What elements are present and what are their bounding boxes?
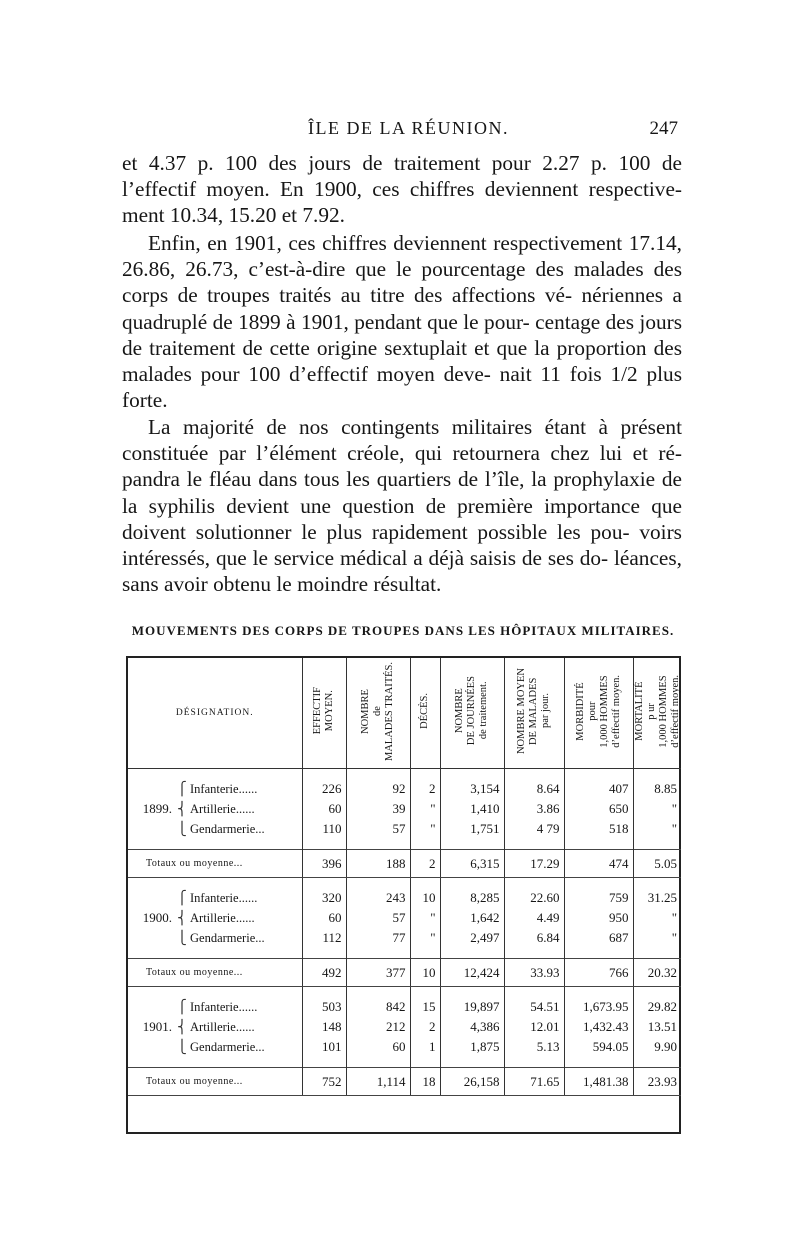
spacer-cell bbox=[128, 1057, 302, 1068]
spacer-cell bbox=[128, 987, 302, 998]
row-designation bbox=[128, 908, 302, 928]
column-header-label: MORBIDITÉ pour 1,000 HOMMES d’effectif moyen. bbox=[574, 674, 622, 748]
table-cell: 2,497 bbox=[440, 928, 504, 948]
column-header bbox=[302, 658, 346, 769]
spacer-cell bbox=[440, 948, 504, 959]
table-cell: 518 bbox=[564, 819, 633, 839]
table-cell: " bbox=[410, 799, 440, 819]
table-cell: 4 79 bbox=[504, 819, 564, 839]
total-cell: 23.93 bbox=[633, 1068, 681, 1096]
total-label: Totaux ou moyenne... bbox=[128, 959, 302, 987]
text-line: voirs intéressés, que le service médical a déjà saisis de ses do- bbox=[122, 519, 682, 571]
table-cell: 112 bbox=[302, 928, 346, 948]
column-header-label: DÉCÈS. bbox=[419, 693, 430, 729]
table-cell: 3,154 bbox=[440, 779, 504, 799]
year-label: 1901. bbox=[142, 1019, 172, 1034]
running-title: ÎLE DE LA RÉUNION. bbox=[308, 118, 509, 138]
column-header bbox=[440, 658, 504, 769]
table-cell: 8.64 bbox=[504, 779, 564, 799]
table-cell: 950 bbox=[564, 908, 633, 928]
text-line: 17.14, 26.86, 26.73, c’est-à-dire que le pourcentage des bbox=[122, 231, 682, 282]
table-cell: 3.86 bbox=[504, 799, 564, 819]
paragraph-2 bbox=[122, 230, 682, 413]
total-cell: 18 bbox=[410, 1068, 440, 1096]
spacer-cell bbox=[410, 878, 440, 889]
year-label: 1899. bbox=[142, 801, 172, 816]
text-line: nériennes a quadruplé de 1899 à 1901, pendant que le pour- bbox=[122, 283, 682, 334]
spacer-cell bbox=[564, 878, 633, 889]
total-cell: 17.29 bbox=[504, 850, 564, 878]
spacer-cell bbox=[128, 839, 302, 850]
spacer-cell bbox=[564, 948, 633, 959]
column-header-label: NOMBRE DE JOURNÉES de traitement. bbox=[454, 676, 489, 746]
total-cell: 766 bbox=[564, 959, 633, 987]
table-cell: 5.13 bbox=[504, 1037, 564, 1057]
spacer-cell bbox=[440, 769, 504, 780]
brace-mark: ⎨ bbox=[177, 910, 187, 925]
column-header bbox=[346, 658, 410, 769]
table-cell: 77 bbox=[346, 928, 410, 948]
spacer-cell bbox=[410, 769, 440, 780]
text-line: malades des corps de troupes traités au titre des affections vé- bbox=[122, 257, 683, 308]
total-cell: 474 bbox=[564, 850, 633, 878]
spacer-cell bbox=[346, 769, 410, 780]
brace-mark: ⎧ bbox=[177, 890, 187, 905]
year-label: 1900. bbox=[142, 910, 172, 925]
corps-name: Infanterie...... bbox=[190, 782, 258, 796]
spacer-cell bbox=[633, 948, 681, 959]
text-line: Enfin, en 1901, ces chiffres deviennent respectivement bbox=[148, 231, 623, 255]
table-cell: 13.51 bbox=[633, 1017, 681, 1037]
text-line: nait 11 fois 1/2 plus forte. bbox=[122, 362, 682, 413]
table-cell: 1,432.43 bbox=[564, 1017, 633, 1037]
spacer-cell bbox=[633, 878, 681, 889]
total-cell: 377 bbox=[346, 959, 410, 987]
table-cell: 101 bbox=[302, 1037, 346, 1057]
row-designation bbox=[128, 1017, 302, 1037]
table-cell: 594.05 bbox=[564, 1037, 633, 1057]
table-cell: " bbox=[633, 908, 681, 928]
table-row bbox=[128, 888, 681, 908]
spacer-cell bbox=[504, 948, 564, 959]
spacer-cell bbox=[346, 1057, 410, 1068]
spacer-cell bbox=[128, 769, 302, 780]
corps-name: Artillerie...... bbox=[190, 911, 255, 925]
table-cell: 4.49 bbox=[504, 908, 564, 928]
total-cell: 12,424 bbox=[440, 959, 504, 987]
table-cell: 503 bbox=[302, 997, 346, 1017]
corps-name: Infanterie...... bbox=[190, 1000, 258, 1014]
spacer-cell bbox=[346, 987, 410, 998]
spacer-cell bbox=[302, 769, 346, 780]
table-cell: 1,410 bbox=[440, 799, 504, 819]
column-header-label: NOMBRE de MALADES TRAITÉS. bbox=[360, 661, 395, 761]
table-cell: 6.84 bbox=[504, 928, 564, 948]
total-cell: 396 bbox=[302, 850, 346, 878]
spacer-cell bbox=[504, 1057, 564, 1068]
column-header bbox=[504, 658, 564, 769]
total-label: Totaux ou moyenne... bbox=[128, 850, 302, 878]
corps-name: Gendarmerie... bbox=[190, 822, 265, 836]
spacer-row bbox=[128, 1057, 681, 1068]
brace-mark: ⎧ bbox=[177, 781, 187, 796]
table-cell: 60 bbox=[302, 799, 346, 819]
row-designation bbox=[128, 997, 302, 1017]
spacer-cell bbox=[504, 769, 564, 780]
spacer-cell bbox=[410, 987, 440, 998]
total-cell: 26,158 bbox=[440, 1068, 504, 1096]
text-line: constituée par l’élément créole, qui retournera chez lui et ré- bbox=[122, 441, 682, 466]
spacer-row bbox=[128, 769, 681, 780]
total-cell: 492 bbox=[302, 959, 346, 987]
table-title: MOUVEMENTS DES CORPS DE TROUPES DANS LES HÔPITAUX MILITAIRES. bbox=[131, 623, 675, 638]
spacer-cell bbox=[302, 878, 346, 889]
table-cell: 8.85 bbox=[633, 779, 681, 799]
total-cell: 188 bbox=[346, 850, 410, 878]
table-cell: 1,673.95 bbox=[564, 997, 633, 1017]
spacer-cell bbox=[302, 987, 346, 998]
column-header-label: NOMBRE MOYEN DE MALADES par jour. bbox=[516, 667, 551, 755]
spacer-cell bbox=[633, 1057, 681, 1068]
spacer-cell bbox=[564, 769, 633, 780]
brace-mark: ⎩ bbox=[177, 1039, 187, 1054]
table-cell: 4,386 bbox=[440, 1017, 504, 1037]
table-cell: 226 bbox=[302, 779, 346, 799]
column-header bbox=[564, 658, 633, 769]
table-row bbox=[128, 1017, 681, 1037]
spacer-cell bbox=[410, 948, 440, 959]
text-line: La majorité de nos contingents militaires étant à présent bbox=[148, 415, 682, 439]
spacer-cell bbox=[302, 948, 346, 959]
total-row bbox=[128, 1068, 681, 1096]
spacer-cell bbox=[633, 987, 681, 998]
table-row bbox=[128, 908, 681, 928]
text-line: et 4.37 p. 100 des jours de traitement pour 2.27 p. 100 de bbox=[122, 151, 682, 175]
table-cell: 15 bbox=[410, 997, 440, 1017]
spacer-cell bbox=[504, 839, 564, 850]
table-cell: 2 bbox=[410, 779, 440, 799]
table-cell: 212 bbox=[346, 1017, 410, 1037]
total-cell: 1,481.38 bbox=[564, 1068, 633, 1096]
column-header bbox=[633, 658, 681, 769]
spacer-cell bbox=[440, 1057, 504, 1068]
total-cell: 2 bbox=[410, 850, 440, 878]
spacer-cell bbox=[410, 1057, 440, 1068]
table-cell: " bbox=[410, 819, 440, 839]
text-line: que doivent solutionner le plus rapidement possible les pou- bbox=[122, 493, 682, 544]
spacer-cell bbox=[504, 878, 564, 889]
table-cell: 29.82 bbox=[633, 997, 681, 1017]
spacer-cell bbox=[128, 948, 302, 959]
total-cell: 33.93 bbox=[504, 959, 564, 987]
text-line: centage des jours de traitement de cette origine sextuplait et bbox=[122, 309, 683, 360]
spacer-cell bbox=[302, 839, 346, 850]
corps-name: Artillerie...... bbox=[190, 1020, 255, 1034]
table-cell: 148 bbox=[302, 1017, 346, 1037]
total-row bbox=[128, 959, 681, 987]
total-cell: 10 bbox=[410, 959, 440, 987]
text-line: l’effectif moyen. En 1900, ces chiffres deviennent respective- bbox=[122, 177, 682, 202]
spacer-row bbox=[128, 839, 681, 850]
table-cell: 8,285 bbox=[440, 888, 504, 908]
spacer-cell bbox=[564, 987, 633, 998]
spacer-cell bbox=[504, 987, 564, 998]
paragraph-1 bbox=[122, 150, 682, 229]
table-cell: 60 bbox=[302, 908, 346, 928]
spacer-cell bbox=[633, 839, 681, 850]
column-header-label: EFFECTIF MOYEN. bbox=[312, 687, 335, 735]
spacer-cell bbox=[440, 839, 504, 850]
total-cell: 752 bbox=[302, 1068, 346, 1096]
paragraph-3 bbox=[122, 414, 682, 597]
row-designation bbox=[128, 1037, 302, 1057]
table-cell: 9.90 bbox=[633, 1037, 681, 1057]
text-line: léances, sans avoir obtenu le moindre résultat. bbox=[122, 546, 682, 597]
column-header-label: DÉSIGNATION. bbox=[175, 708, 254, 718]
corps-name: Gendarmerie... bbox=[190, 1040, 265, 1054]
table-cell: 12.01 bbox=[504, 1017, 564, 1037]
corps-name: Artillerie...... bbox=[190, 802, 255, 816]
spacer-cell bbox=[440, 987, 504, 998]
table-cell: 1,875 bbox=[440, 1037, 504, 1057]
statistics-table bbox=[126, 656, 681, 1134]
total-cell: 5.05 bbox=[633, 850, 681, 878]
table-cell: 1,751 bbox=[440, 819, 504, 839]
brace-mark: ⎩ bbox=[177, 930, 187, 945]
table-cell: " bbox=[410, 928, 440, 948]
table-cell: " bbox=[633, 799, 681, 819]
table-row bbox=[128, 1037, 681, 1057]
page-header bbox=[0, 118, 800, 142]
spacer-row bbox=[128, 948, 681, 959]
column-header-designation bbox=[128, 658, 302, 769]
spacer-cell bbox=[346, 839, 410, 850]
row-designation bbox=[128, 928, 302, 948]
text-line: pandra le fléau dans tous les quartiers de l’île, la prophylaxie bbox=[122, 467, 656, 492]
spacer-row bbox=[128, 987, 681, 998]
corps-name: Infanterie...... bbox=[190, 891, 258, 905]
total-row bbox=[128, 850, 681, 878]
table-cell: 650 bbox=[564, 799, 633, 819]
spacer-cell bbox=[128, 878, 302, 889]
table-cell: 19,897 bbox=[440, 997, 504, 1017]
table-cell: 687 bbox=[564, 928, 633, 948]
spacer-row bbox=[128, 878, 681, 889]
total-cell: 6,315 bbox=[440, 850, 504, 878]
spacer-cell bbox=[346, 948, 410, 959]
total-cell: 1,114 bbox=[346, 1068, 410, 1096]
table-cell: 110 bbox=[302, 819, 346, 839]
row-designation bbox=[128, 819, 302, 839]
text-line: de la syphilis devient une question de première importance bbox=[122, 467, 682, 518]
table-cell: 407 bbox=[564, 779, 633, 799]
total-cell: 20.32 bbox=[633, 959, 681, 987]
table-cell: 759 bbox=[564, 888, 633, 908]
table-row bbox=[128, 779, 681, 799]
table-row bbox=[128, 799, 681, 819]
table-row bbox=[128, 819, 681, 839]
corps-name: Gendarmerie... bbox=[190, 931, 265, 945]
table-cell: " bbox=[633, 928, 681, 948]
table-row bbox=[128, 997, 681, 1017]
table-cell: 22.60 bbox=[504, 888, 564, 908]
table-cell: 92 bbox=[346, 779, 410, 799]
table-cell: 57 bbox=[346, 819, 410, 839]
table-cell: 31.25 bbox=[633, 888, 681, 908]
table-cell: 842 bbox=[346, 997, 410, 1017]
table-cell: 1,642 bbox=[440, 908, 504, 928]
table-cell: 243 bbox=[346, 888, 410, 908]
spacer-cell bbox=[346, 878, 410, 889]
row-designation bbox=[128, 888, 302, 908]
brace-mark: ⎨ bbox=[177, 801, 187, 816]
brace-mark: ⎧ bbox=[177, 999, 187, 1014]
spacer-cell bbox=[564, 1057, 633, 1068]
table-cell: 1 bbox=[410, 1037, 440, 1057]
spacer-cell bbox=[440, 878, 504, 889]
total-cell: 71.65 bbox=[504, 1068, 564, 1096]
table-cell: 57 bbox=[346, 908, 410, 928]
text-line: ment 10.34, 15.20 et 7.92. bbox=[122, 203, 346, 228]
spacer-cell bbox=[633, 769, 681, 780]
table-header-row bbox=[128, 658, 681, 769]
table-cell: 2 bbox=[410, 1017, 440, 1037]
brace-mark: ⎩ bbox=[177, 821, 187, 836]
table-cell: 10 bbox=[410, 888, 440, 908]
table-cell: " bbox=[633, 819, 681, 839]
table-row bbox=[128, 928, 681, 948]
table-cell: 39 bbox=[346, 799, 410, 819]
text-line: que la proportion des malades pour 100 d’effectif moyen deve- bbox=[122, 335, 683, 387]
table-cell: 60 bbox=[346, 1037, 410, 1057]
column-header-label: MORTALITÉ p ur 1,000 HOMMES d’effectif moyen. bbox=[633, 674, 681, 748]
page-number: 247 bbox=[649, 118, 678, 139]
table-cell: " bbox=[410, 908, 440, 928]
spacer-cell bbox=[302, 1057, 346, 1068]
column-header bbox=[410, 658, 440, 769]
row-designation bbox=[128, 799, 302, 819]
row-designation bbox=[128, 779, 302, 799]
total-label: Totaux ou moyenne... bbox=[128, 1068, 302, 1096]
table-cell: 54.51 bbox=[504, 997, 564, 1017]
table-cell: 320 bbox=[302, 888, 346, 908]
brace-mark: ⎨ bbox=[177, 1019, 187, 1034]
spacer-cell bbox=[410, 839, 440, 850]
spacer-cell bbox=[564, 839, 633, 850]
